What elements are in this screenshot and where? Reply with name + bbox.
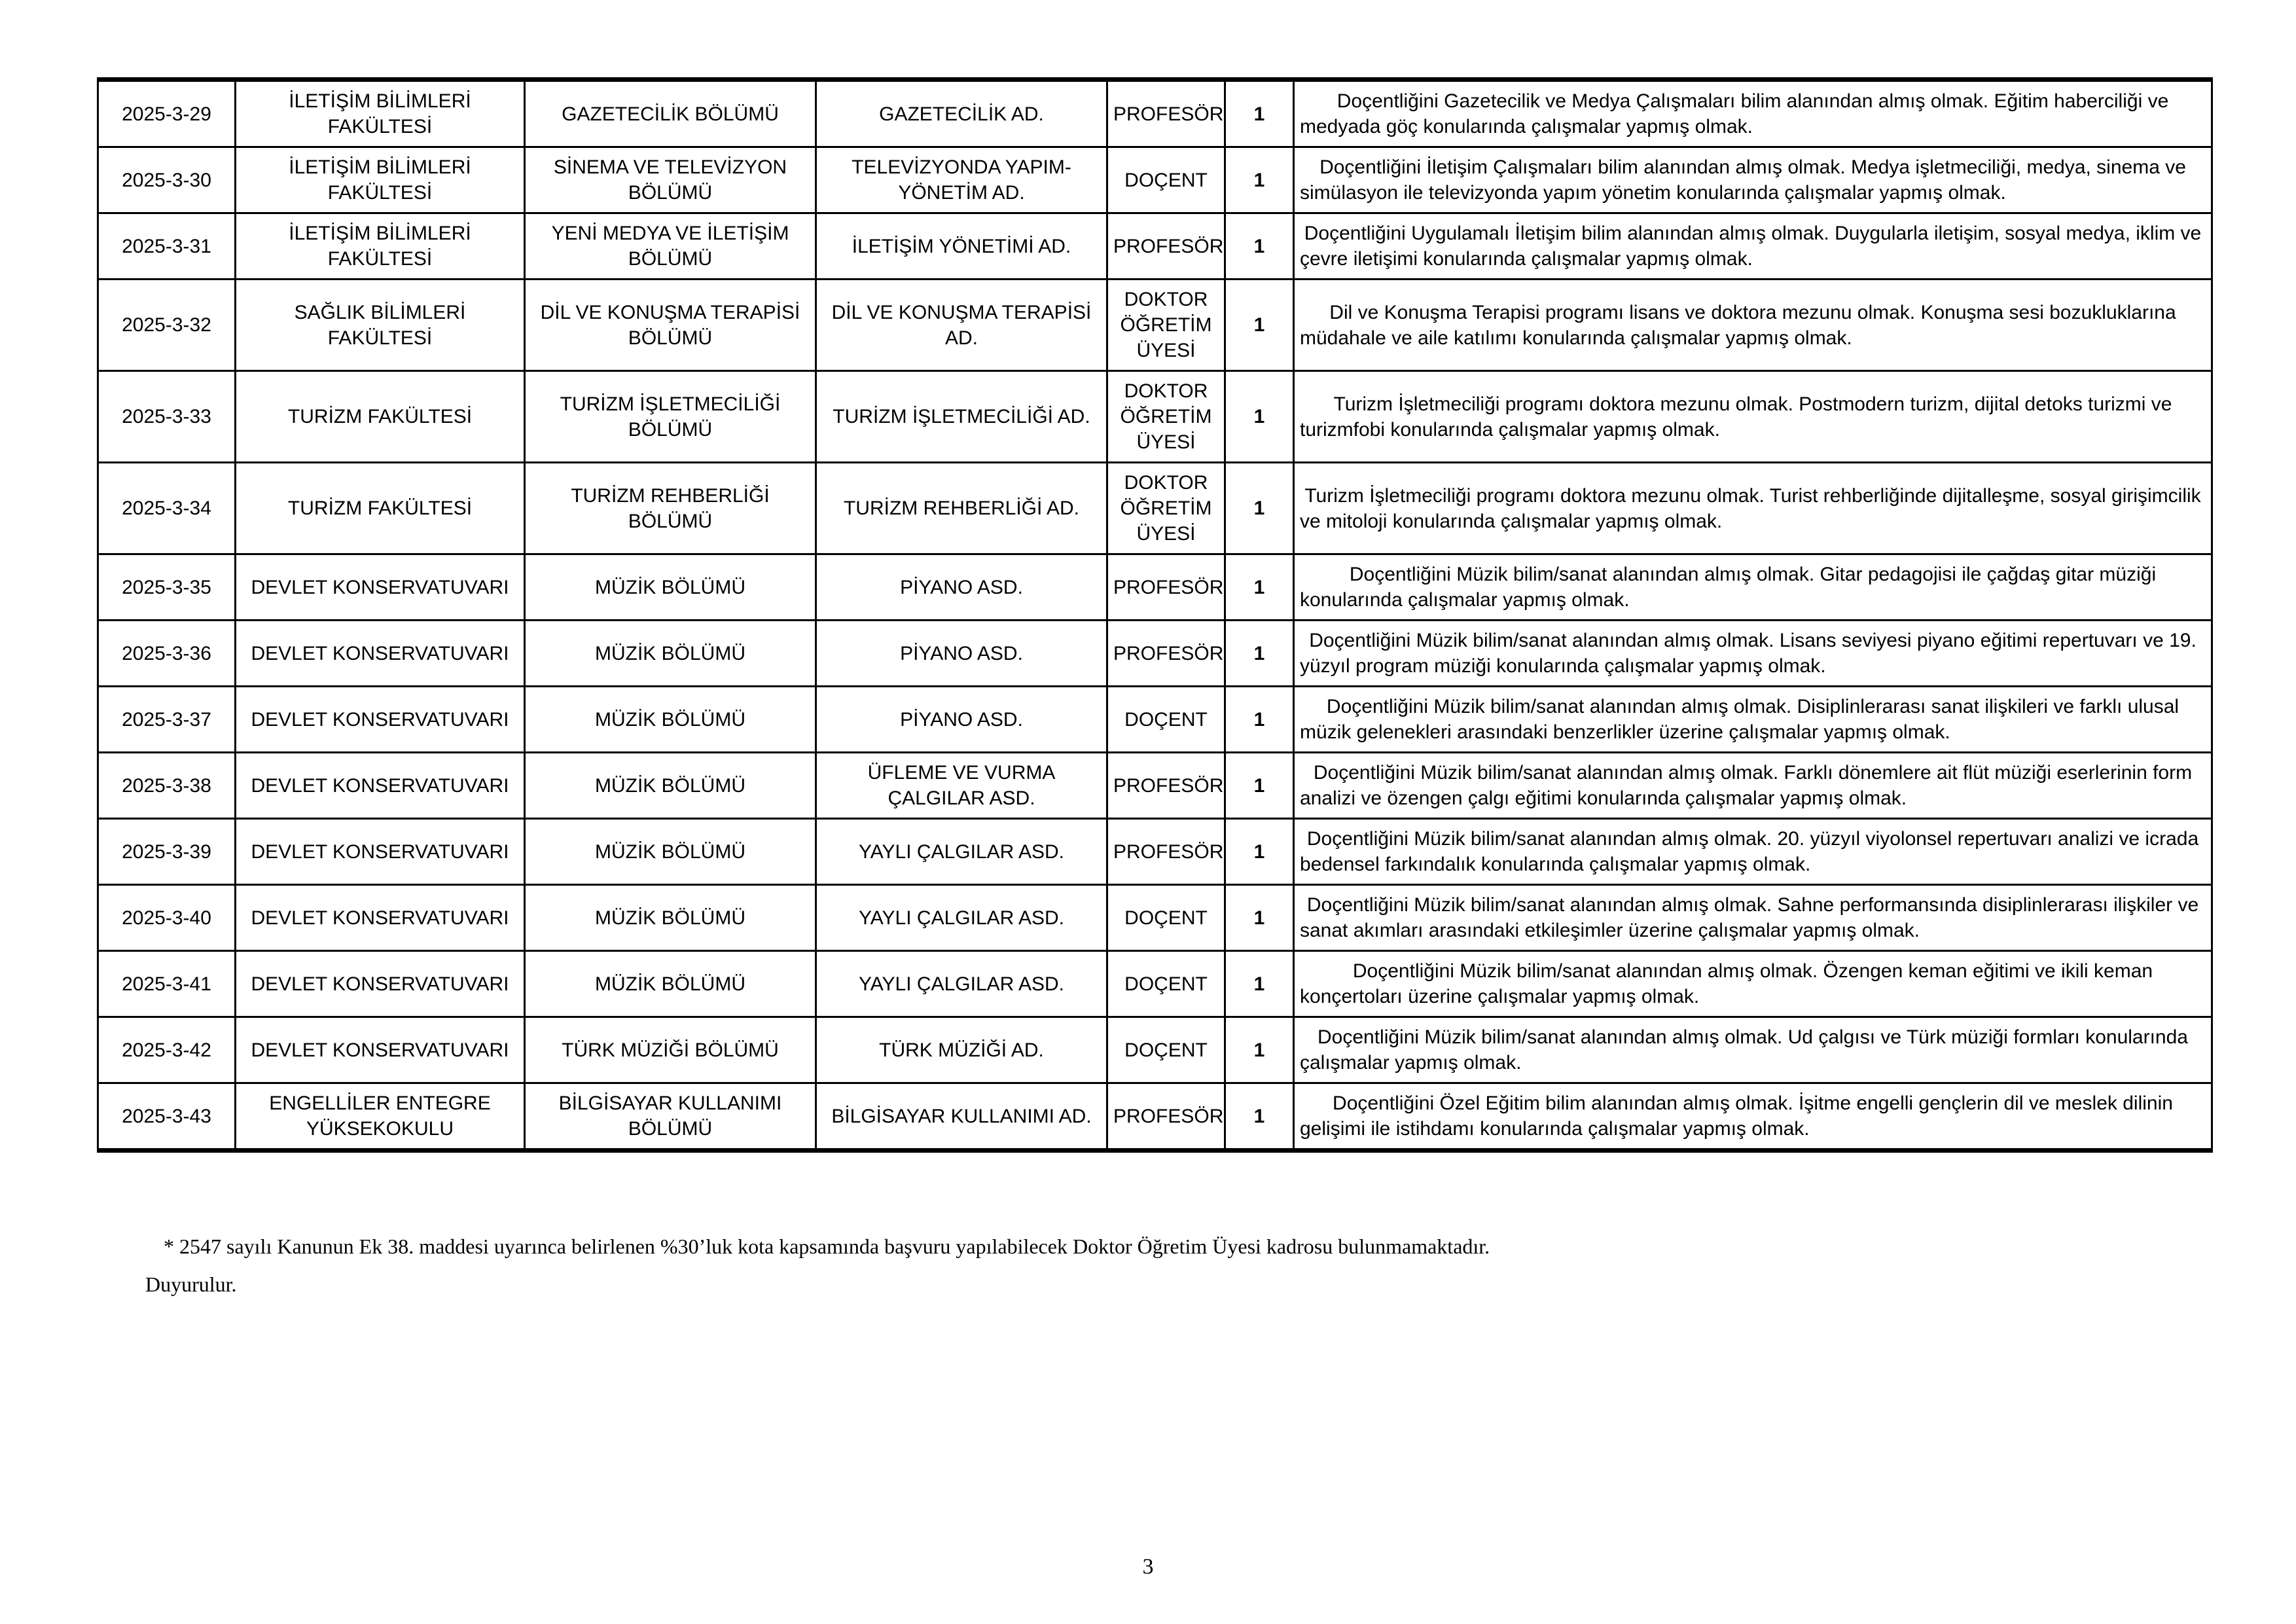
cell-unvan: DOÇENT bbox=[1107, 1017, 1225, 1083]
cell-aciklama: Doçentliğini Gazetecilik ve Medya Çalışmaları bilim alanından almış olmak. Eğitim haberciliği ve medyada göç konularında çalışmalar yapmış olmak. bbox=[1294, 80, 2212, 147]
cell-anabilim-dali: PİYANO ASD. bbox=[816, 554, 1107, 621]
cell-aciklama: Doçentliğini Uygulamalı İletişim bilim alanından almış olmak. Duygularla iletişim, sosyal medya, iklim ve çevre iletişimi konularında çalışmalar yapmış olmak. bbox=[1294, 213, 2212, 280]
cell-anabilim-dali: YAYLI ÇALGILAR ASD. bbox=[816, 885, 1107, 951]
cell-ilan-kodu: 2025-3-43 bbox=[98, 1083, 236, 1151]
cell-adet: 1 bbox=[1225, 885, 1294, 951]
cell-bolum: TURİZM REHBERLİĞİ BÖLÜMÜ bbox=[525, 463, 816, 554]
cell-aciklama: Doçentliğini Müzik bilim/sanat alanından almış olmak. Lisans seviyesi piyano eğitimi repertuvarı ve 19. yüzyıl program müziği konularında çalışmalar yapmış olmak. bbox=[1294, 621, 2212, 687]
cell-adet: 1 bbox=[1225, 1017, 1294, 1083]
cell-fakulte: İLETİŞİM BİLİMLERİ FAKÜLTESİ bbox=[236, 80, 525, 147]
cell-bolum: MÜZİK BÖLÜMÜ bbox=[525, 554, 816, 621]
cell-ilan-kodu: 2025-3-33 bbox=[98, 371, 236, 463]
cell-adet: 1 bbox=[1225, 463, 1294, 554]
cell-aciklama: Doçentliğini Müzik bilim/sanat alanından almış olmak. Disiplinlerarası sanat ilişkileri ve farklı ulusal müzik gelenekleri arasındaki benzerlikler üzerine çalışmalar yapmış olmak. bbox=[1294, 687, 2212, 753]
cell-aciklama: Turizm İşletmeciliği programı doktora mezunu olmak. Postmodern turizm, dijital detoks turizmi ve turizmfobi konularında çalışmalar yapmış olmak. bbox=[1294, 371, 2212, 463]
cell-bolum: MÜZİK BÖLÜMÜ bbox=[525, 819, 816, 885]
cell-aciklama: Doçentliğini Müzik bilim/sanat alanından almış olmak. Ud çalgısı ve Türk müziği formları konularında çalışmalar yapmış olmak. bbox=[1294, 1017, 2212, 1083]
cell-anabilim-dali: TURİZM İŞLETMECİLİĞİ AD. bbox=[816, 371, 1107, 463]
cell-unvan: DOÇENT bbox=[1107, 147, 1225, 213]
cell-bolum: GAZETECİLİK BÖLÜMÜ bbox=[525, 80, 816, 147]
cell-fakulte: DEVLET KONSERVATUVARI bbox=[236, 621, 525, 687]
table-row bbox=[98, 1083, 2212, 1151]
cell-unvan: DOKTOR ÖĞRETİM ÜYESİ bbox=[1107, 463, 1225, 554]
cell-fakulte: TURİZM FAKÜLTESİ bbox=[236, 371, 525, 463]
cell-aciklama: Dil ve Konuşma Terapisi programı lisans ve doktora mezunu olmak. Konuşma sesi bozukluklarına müdahale ve aile katılımı konularında çalışmalar yapmış olmak. bbox=[1294, 280, 2212, 371]
cell-fakulte: SAĞLIK BİLİMLERİ FAKÜLTESİ bbox=[236, 280, 525, 371]
cell-ilan-kodu: 2025-3-36 bbox=[98, 621, 236, 687]
cell-anabilim-dali: PİYANO ASD. bbox=[816, 687, 1107, 753]
cell-aciklama: Doçentliğini İletişim Çalışmaları bilim alanından almış olmak. Medya işletmeciliği, medya, sinema ve simülasyon ile televizyonda yapım yönetim konularında çalışmalar yapmış olmak. bbox=[1294, 147, 2212, 213]
cell-anabilim-dali: ÜFLEME VE VURMA ÇALGILAR ASD. bbox=[816, 753, 1107, 819]
table-row bbox=[98, 147, 2212, 213]
cell-adet: 1 bbox=[1225, 554, 1294, 621]
cell-bolum: MÜZİK BÖLÜMÜ bbox=[525, 951, 816, 1017]
cell-unvan: PROFESÖR bbox=[1107, 213, 1225, 280]
cell-adet: 1 bbox=[1225, 213, 1294, 280]
cell-fakulte: TURİZM FAKÜLTESİ bbox=[236, 463, 525, 554]
cell-aciklama: Doçentliğini Müzik bilim/sanat alanından almış olmak. Farklı dönemlere ait flüt müziği eserlerinin form analizi ve özengen çalgı eğitimi konularında çalışmalar yapmış olmak. bbox=[1294, 753, 2212, 819]
table-row bbox=[98, 463, 2212, 554]
table-row bbox=[98, 1017, 2212, 1083]
cell-ilan-kodu: 2025-3-35 bbox=[98, 554, 236, 621]
cell-ilan-kodu: 2025-3-40 bbox=[98, 885, 236, 951]
kadro-table-container bbox=[97, 77, 2211, 1153]
cell-anabilim-dali: TELEVİZYONDA YAPIM-YÖNETİM AD. bbox=[816, 147, 1107, 213]
cell-adet: 1 bbox=[1225, 951, 1294, 1017]
cell-ilan-kodu: 2025-3-32 bbox=[98, 280, 236, 371]
cell-unvan: PROFESÖR bbox=[1107, 621, 1225, 687]
cell-ilan-kodu: 2025-3-31 bbox=[98, 213, 236, 280]
cell-anabilim-dali: İLETİŞİM YÖNETİMİ AD. bbox=[816, 213, 1107, 280]
cell-bolum: DİL VE KONUŞMA TERAPİSİ BÖLÜMÜ bbox=[525, 280, 816, 371]
cell-unvan: DOÇENT bbox=[1107, 687, 1225, 753]
cell-ilan-kodu: 2025-3-30 bbox=[98, 147, 236, 213]
cell-fakulte: DEVLET KONSERVATUVARI bbox=[236, 819, 525, 885]
cell-unvan: PROFESÖR bbox=[1107, 819, 1225, 885]
cell-unvan: DOKTOR ÖĞRETİM ÜYESİ bbox=[1107, 371, 1225, 463]
table-row bbox=[98, 280, 2212, 371]
table-row bbox=[98, 687, 2212, 753]
cell-fakulte: DEVLET KONSERVATUVARI bbox=[236, 885, 525, 951]
kadro-table bbox=[97, 77, 2213, 1153]
cell-ilan-kodu: 2025-3-41 bbox=[98, 951, 236, 1017]
cell-adet: 1 bbox=[1225, 80, 1294, 147]
table-row bbox=[98, 80, 2212, 147]
cell-bolum: MÜZİK BÖLÜMÜ bbox=[525, 885, 816, 951]
cell-anabilim-dali: DİL VE KONUŞMA TERAPİSİ AD. bbox=[816, 280, 1107, 371]
cell-adet: 1 bbox=[1225, 621, 1294, 687]
cell-bolum: MÜZİK BÖLÜMÜ bbox=[525, 753, 816, 819]
table-row bbox=[98, 621, 2212, 687]
cell-unvan: PROFESÖR bbox=[1107, 80, 1225, 147]
cell-anabilim-dali: YAYLI ÇALGILAR ASD. bbox=[816, 819, 1107, 885]
footnote bbox=[145, 1231, 2160, 1301]
cell-unvan: PROFESÖR bbox=[1107, 554, 1225, 621]
cell-fakulte: DEVLET KONSERVATUVARI bbox=[236, 951, 525, 1017]
cell-bolum: SİNEMA VE TELEVİZYON BÖLÜMÜ bbox=[525, 147, 816, 213]
cell-anabilim-dali: TURİZM REHBERLİĞİ AD. bbox=[816, 463, 1107, 554]
cell-aciklama: Turizm İşletmeciliği programı doktora mezunu olmak. Turist rehberliğinde dijitalleşme, sosyal girişimcilik ve mitoloji konularında çalışmalar yapmış olmak. bbox=[1294, 463, 2212, 554]
cell-fakulte: İLETİŞİM BİLİMLERİ FAKÜLTESİ bbox=[236, 213, 525, 280]
cell-adet: 1 bbox=[1225, 687, 1294, 753]
cell-adet: 1 bbox=[1225, 147, 1294, 213]
footnote-line-1: * 2547 sayılı Kanunun Ek 38. maddesi uyarınca belirlenen %30’luk kota kapsamında başvuru yapılabilecek Doktor Öğretim Üyesi kadrosu bulunmamaktadır. bbox=[164, 1235, 1490, 1258]
cell-bolum: YENİ MEDYA VE İLETİŞİM BÖLÜMÜ bbox=[525, 213, 816, 280]
cell-aciklama: Doçentliğini Müzik bilim/sanat alanından almış olmak. Özengen keman eğitimi ve ikili keman konçertoları üzerine çalışmalar yapmış olmak. bbox=[1294, 951, 2212, 1017]
cell-adet: 1 bbox=[1225, 280, 1294, 371]
cell-fakulte: DEVLET KONSERVATUVARI bbox=[236, 1017, 525, 1083]
cell-aciklama: Doçentliğini Müzik bilim/sanat alanından almış olmak. Sahne performansında disiplinlerarası ilişkiler ve sanat akımları arasındaki etkileşimler üzerine çalışmalar yapmış olmak. bbox=[1294, 885, 2212, 951]
cell-aciklama: Doçentliğini Özel Eğitim bilim alanından almış olmak. İşitme engelli gençlerin dil ve meslek dilinin gelişimi ile istihdamı konularında çalışmalar yapmış olmak. bbox=[1294, 1083, 2212, 1151]
cell-aciklama: Doçentliğini Müzik bilim/sanat alanından almış olmak. Gitar pedagojisi ile çağdaş gitar müziği konularında çalışmalar yapmış olmak. bbox=[1294, 554, 2212, 621]
table-row bbox=[98, 885, 2212, 951]
cell-anabilim-dali: BİLGİSAYAR KULLANIMI AD. bbox=[816, 1083, 1107, 1151]
table-row bbox=[98, 951, 2212, 1017]
cell-anabilim-dali: GAZETECİLİK AD. bbox=[816, 80, 1107, 147]
cell-bolum: TURİZM İŞLETMECİLİĞİ BÖLÜMÜ bbox=[525, 371, 816, 463]
cell-unvan: PROFESÖR bbox=[1107, 1083, 1225, 1151]
cell-ilan-kodu: 2025-3-39 bbox=[98, 819, 236, 885]
cell-bolum: TÜRK MÜZİĞİ BÖLÜMÜ bbox=[525, 1017, 816, 1083]
cell-adet: 1 bbox=[1225, 371, 1294, 463]
cell-bolum: MÜZİK BÖLÜMÜ bbox=[525, 687, 816, 753]
cell-unvan: DOÇENT bbox=[1107, 885, 1225, 951]
table-row bbox=[98, 753, 2212, 819]
table-row bbox=[98, 554, 2212, 621]
cell-adet: 1 bbox=[1225, 753, 1294, 819]
cell-ilan-kodu: 2025-3-42 bbox=[98, 1017, 236, 1083]
cell-unvan: PROFESÖR bbox=[1107, 753, 1225, 819]
table-row bbox=[98, 819, 2212, 885]
cell-bolum: BİLGİSAYAR KULLANIMI BÖLÜMÜ bbox=[525, 1083, 816, 1151]
cell-fakulte: ENGELLİLER ENTEGRE YÜKSEKOKULU bbox=[236, 1083, 525, 1151]
cell-anabilim-dali: PİYANO ASD. bbox=[816, 621, 1107, 687]
page-number: 3 bbox=[1142, 1555, 1154, 1579]
cell-aciklama: Doçentliğini Müzik bilim/sanat alanından almış olmak. 20. yüzyıl viyolonsel repertuvarı analizi ve icrada bedensel farkındalık konularında çalışmalar yapmış olmak. bbox=[1294, 819, 2212, 885]
cell-bolum: MÜZİK BÖLÜMÜ bbox=[525, 621, 816, 687]
cell-adet: 1 bbox=[1225, 819, 1294, 885]
table-row bbox=[98, 371, 2212, 463]
cell-fakulte: İLETİŞİM BİLİMLERİ FAKÜLTESİ bbox=[236, 147, 525, 213]
footnote-line-2: Duyurulur. bbox=[145, 1272, 237, 1296]
cell-fakulte: DEVLET KONSERVATUVARI bbox=[236, 753, 525, 819]
cell-anabilim-dali: YAYLI ÇALGILAR ASD. bbox=[816, 951, 1107, 1017]
cell-ilan-kodu: 2025-3-37 bbox=[98, 687, 236, 753]
cell-unvan: DOKTOR ÖĞRETİM ÜYESİ bbox=[1107, 280, 1225, 371]
cell-fakulte: DEVLET KONSERVATUVARI bbox=[236, 687, 525, 753]
cell-adet: 1 bbox=[1225, 1083, 1294, 1151]
table-row bbox=[98, 213, 2212, 280]
cell-ilan-kodu: 2025-3-38 bbox=[98, 753, 236, 819]
cell-ilan-kodu: 2025-3-29 bbox=[98, 80, 236, 147]
cell-fakulte: DEVLET KONSERVATUVARI bbox=[236, 554, 525, 621]
cell-ilan-kodu: 2025-3-34 bbox=[98, 463, 236, 554]
cell-anabilim-dali: TÜRK MÜZİĞİ AD. bbox=[816, 1017, 1107, 1083]
kadro-table-body bbox=[98, 80, 2212, 1151]
cell-unvan: DOÇENT bbox=[1107, 951, 1225, 1017]
